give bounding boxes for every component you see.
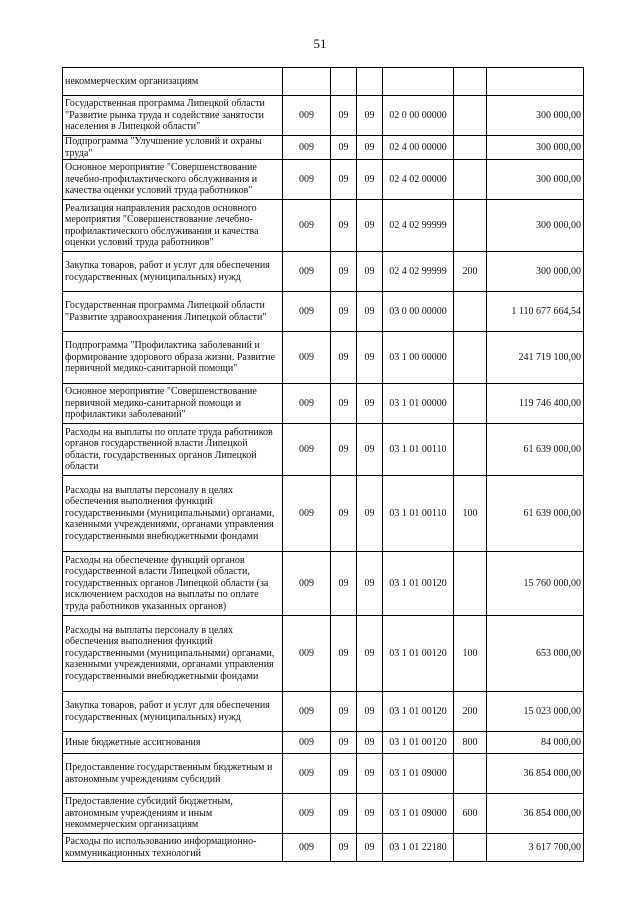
table-row [63, 552, 584, 616]
table-row [63, 160, 584, 200]
table-row [63, 732, 584, 754]
row-subsection-code: 09 [357, 96, 383, 136]
row-target-code: 03 0 00 00000 [383, 292, 454, 332]
row-amount: 61 639 000,00 [487, 424, 584, 476]
row-target-code: 02 4 02 99999 [383, 200, 454, 252]
table-row [63, 68, 584, 96]
row-expense-type-code [454, 424, 487, 476]
row-name: Подпрограмма "Улучшение условий и охраны труда" [63, 136, 283, 160]
row-amount: 300 000,00 [487, 252, 584, 292]
row-expense-type-code: 600 [454, 794, 487, 834]
row-target-code: 03 1 00 00000 [383, 332, 454, 384]
table-row [63, 200, 584, 252]
row-name: Расходы на выплаты персоналу в целях обеспечения выполнения функций государственными (муниципальными) органами, казенными учреждениями, органами управления государственными внебюджетными фондами [63, 476, 283, 552]
row-amount: 15 760 000,00 [487, 552, 584, 616]
row-name: Основное мероприятие "Совершенствование первичной медико-санитарной помощи и профилактики заболеваний" [63, 384, 283, 424]
row-expense-type-code [454, 292, 487, 332]
row-ministry-code: 009 [283, 200, 331, 252]
row-target-code: 03 1 01 00000 [383, 384, 454, 424]
table-row [63, 332, 584, 384]
row-ministry-code: 009 [283, 424, 331, 476]
budget-table-body [63, 68, 584, 862]
row-section-code: 09 [331, 692, 357, 732]
row-ministry-code: 009 [283, 96, 331, 136]
row-amount: 3 617 700,00 [487, 834, 584, 862]
budget-table [62, 67, 584, 862]
row-subsection-code: 09 [357, 200, 383, 252]
row-name: Закупка товаров, работ и услуг для обеспечения государственных (муниципальных) нужд [63, 252, 283, 292]
row-section-code [331, 68, 357, 96]
row-amount: 300 000,00 [487, 200, 584, 252]
row-amount: 1 110 677 664,54 [487, 292, 584, 332]
row-expense-type-code [454, 384, 487, 424]
row-subsection-code: 09 [357, 754, 383, 794]
row-section-code: 09 [331, 160, 357, 200]
row-section-code: 09 [331, 200, 357, 252]
row-amount: 119 746 400,00 [487, 384, 584, 424]
row-target-code: 02 4 02 99999 [383, 252, 454, 292]
row-section-code: 09 [331, 834, 357, 862]
row-name: Иные бюджетные ассигнования [63, 732, 283, 754]
row-amount: 653 000,00 [487, 616, 584, 692]
row-name: Государственная программа Липецкой области "Развитие здравоохранения Липецкой области" [63, 292, 283, 332]
row-ministry-code: 009 [283, 160, 331, 200]
row-target-code: 03 1 01 09000 [383, 794, 454, 834]
row-ministry-code: 009 [283, 136, 331, 160]
row-target-code: 02 4 00 00000 [383, 136, 454, 160]
row-amount [487, 68, 584, 96]
row-ministry-code: 009 [283, 754, 331, 794]
row-amount: 241 719 100,00 [487, 332, 584, 384]
table-row [63, 834, 584, 862]
row-ministry-code: 009 [283, 834, 331, 862]
row-ministry-code: 009 [283, 252, 331, 292]
row-expense-type-code [454, 68, 487, 96]
row-expense-type-code [454, 160, 487, 200]
row-name: Предоставление государственным бюджетным и автономным учреждениям субсидий [63, 754, 283, 794]
row-ministry-code [283, 68, 331, 96]
row-section-code: 09 [331, 476, 357, 552]
row-target-code [383, 68, 454, 96]
row-amount: 36 854 000,00 [487, 794, 584, 834]
row-section-code: 09 [331, 794, 357, 834]
row-target-code: 03 1 01 09000 [383, 754, 454, 794]
row-ministry-code: 009 [283, 732, 331, 754]
row-ministry-code: 009 [283, 292, 331, 332]
row-subsection-code: 09 [357, 476, 383, 552]
row-ministry-code: 009 [283, 794, 331, 834]
row-subsection-code: 09 [357, 160, 383, 200]
row-section-code: 09 [331, 732, 357, 754]
row-section-code: 09 [331, 252, 357, 292]
table-row [63, 252, 584, 292]
page-number: 51 [313, 36, 327, 51]
row-subsection-code: 09 [357, 794, 383, 834]
row-target-code: 03 1 01 00120 [383, 552, 454, 616]
row-section-code: 09 [331, 384, 357, 424]
row-subsection-code: 09 [357, 834, 383, 862]
row-section-code: 09 [331, 754, 357, 794]
row-expense-type-code [454, 332, 487, 384]
row-amount: 15 023 000,00 [487, 692, 584, 732]
table-row [63, 754, 584, 794]
row-section-code: 09 [331, 424, 357, 476]
row-ministry-code: 009 [283, 384, 331, 424]
row-ministry-code: 009 [283, 476, 331, 552]
table-row [63, 384, 584, 424]
row-subsection-code: 09 [357, 252, 383, 292]
row-target-code: 03 1 01 00120 [383, 732, 454, 754]
row-ministry-code: 009 [283, 552, 331, 616]
row-expense-type-code [454, 834, 487, 862]
row-expense-type-code [454, 200, 487, 252]
row-subsection-code [357, 68, 383, 96]
row-section-code: 09 [331, 616, 357, 692]
table-row [63, 424, 584, 476]
row-amount: 61 639 000,00 [487, 476, 584, 552]
row-expense-type-code: 200 [454, 252, 487, 292]
row-subsection-code: 09 [357, 552, 383, 616]
row-ministry-code: 009 [283, 332, 331, 384]
row-subsection-code: 09 [357, 384, 383, 424]
row-amount: 300 000,00 [487, 160, 584, 200]
row-expense-type-code: 200 [454, 692, 487, 732]
row-expense-type-code: 800 [454, 732, 487, 754]
row-expense-type-code: 100 [454, 476, 487, 552]
table-row [63, 616, 584, 692]
row-name: Закупка товаров, работ и услуг для обеспечения государственных (муниципальных) нужд [63, 692, 283, 732]
row-amount: 300 000,00 [487, 96, 584, 136]
row-ministry-code: 009 [283, 616, 331, 692]
row-amount: 84 000,00 [487, 732, 584, 754]
row-target-code: 02 0 00 00000 [383, 96, 454, 136]
row-name: Расходы на выплаты персоналу в целях обеспечения выполнения функций государственными (муниципальными) органами, казенными учреждениями, органами управления государственными внебюджетными фондами [63, 616, 283, 692]
row-amount: 36 854 000,00 [487, 754, 584, 794]
row-subsection-code: 09 [357, 692, 383, 732]
row-target-code: 03 1 01 00120 [383, 616, 454, 692]
row-name: Основное мероприятие "Совершенствование лечебно-профилактического обслуживания и качества оценки условий труда работников" [63, 160, 283, 200]
row-target-code: 03 1 01 00120 [383, 692, 454, 732]
row-subsection-code: 09 [357, 732, 383, 754]
row-name: Государственная программа Липецкой области "Развитие рынка труда и содействие занятости населения в Липецкой области" [63, 96, 283, 136]
row-name: Расходы на обеспечение функций органов государственной власти Липецкой области, государственных органов Липецкой области (за исключением расходов на выплаты по оплате труда работников указанных органов) [63, 552, 283, 616]
table-row [63, 794, 584, 834]
row-name: Предоставление субсидий бюджетным, автономным учреждениям и иным некоммерческим организациям [63, 794, 283, 834]
row-name: Расходы на выплаты по оплате труда работников органов государственной власти Липецкой области, государственных органов Липецкой области [63, 424, 283, 476]
row-target-code: 03 1 01 00110 [383, 476, 454, 552]
row-expense-type-code [454, 552, 487, 616]
table-row [63, 136, 584, 160]
row-subsection-code: 09 [357, 292, 383, 332]
table-row [63, 96, 584, 136]
row-section-code: 09 [331, 332, 357, 384]
row-subsection-code: 09 [357, 616, 383, 692]
row-expense-type-code: 100 [454, 616, 487, 692]
row-section-code: 09 [331, 136, 357, 160]
row-name: Подпрограмма "Профилактика заболеваний и формирование здорового образа жизни. Развитие первичной медико-санитарной помощи" [63, 332, 283, 384]
row-subsection-code: 09 [357, 332, 383, 384]
table-row [63, 292, 584, 332]
row-section-code: 09 [331, 96, 357, 136]
row-name: Расходы по использованию информационно-коммуникационных технологий [63, 834, 283, 862]
row-section-code: 09 [331, 292, 357, 332]
row-target-code: 02 4 02 00000 [383, 160, 454, 200]
row-target-code: 03 1 01 00110 [383, 424, 454, 476]
row-section-code: 09 [331, 552, 357, 616]
row-name: некоммерческим организациям [63, 68, 283, 96]
row-subsection-code: 09 [357, 136, 383, 160]
row-expense-type-code [454, 96, 487, 136]
row-ministry-code: 009 [283, 692, 331, 732]
table-row [63, 692, 584, 732]
row-expense-type-code [454, 754, 487, 794]
row-subsection-code: 09 [357, 424, 383, 476]
table-row [63, 476, 584, 552]
row-expense-type-code [454, 136, 487, 160]
row-name: Реализация направления расходов основного мероприятия "Совершенствование лечебно-профилактического обслуживания и качества оценки условий труда работников" [63, 200, 283, 252]
row-target-code: 03 1 01 22180 [383, 834, 454, 862]
row-amount: 300 000,00 [487, 136, 584, 160]
